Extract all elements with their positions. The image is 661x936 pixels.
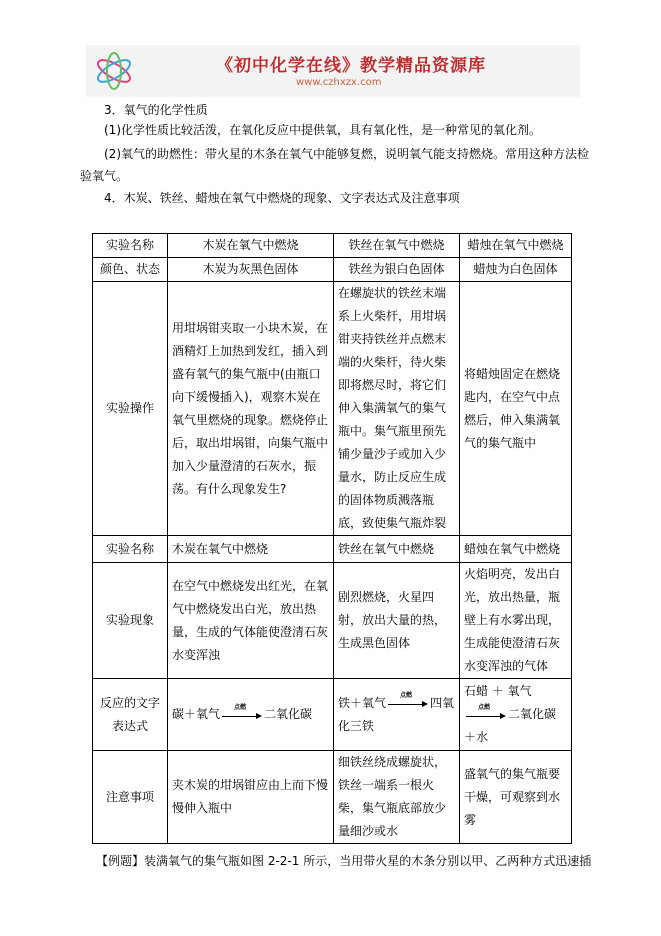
reactants: 石蜡 ＋ 氧气 (464, 684, 532, 698)
products: 二氧化碳＋水 (464, 707, 557, 744)
table-row (93, 282, 572, 536)
cell: 铁丝在氧气中燃烧 (334, 536, 460, 563)
cell: 实验名称 (93, 536, 168, 563)
cell: 在螺旋状的铁丝末端系上火柴杆，用坩埚钳夹持铁丝并点燃末端的火柴杆，待火柴即将燃尽时，将它们伸入集满氧气的集气瓶中。集气瓶里预先铺少量沙子或加入少量水，防止反应生成的固体物质溅落瓶底，致使集气瓶炸裂 (334, 282, 460, 536)
atom-logo-icon (92, 51, 136, 91)
cell: 在空气中燃烧发出红光，在氧气中燃烧发出白光，放出热量，生成的气体能使澄清石灰水变浑浊 (168, 563, 334, 679)
table-row (93, 234, 572, 258)
table-row (93, 751, 572, 844)
condition: 点燃 (400, 692, 413, 699)
condition: 点燃 (478, 703, 491, 711)
cell: 实验现象 (93, 563, 168, 679)
cell: 蜡烛在氧气中燃烧 (460, 536, 572, 563)
reactants: 碳＋氧气 (172, 707, 221, 721)
table-row (93, 563, 572, 679)
cell: 反应的文字表达式 (93, 679, 168, 751)
cell: 注意事项 (93, 751, 168, 844)
combustion-table (92, 233, 572, 844)
cell: 木炭在氧气中燃烧 (168, 536, 334, 563)
cell: 盛氧气的集气瓶要干燥，可观察到水雾 (460, 751, 572, 844)
cell: 木炭在氧气中燃烧 (168, 234, 334, 258)
cell: 木炭为灰黑色固体 (168, 258, 334, 282)
cell: 剧烈燃烧，火星四射，放出大量的热，生成黑色固体 (334, 563, 460, 679)
condition: 点燃 (234, 703, 247, 711)
cell: 将蜡烛固定在燃烧匙内，在空气中点燃后，伸入集满氧气的集气瓶中 (460, 282, 572, 536)
arrow-icon (388, 692, 428, 708)
paragraph-1: (1)化学性质比较活泼，在氧化反应中提供氧，具有氧化性，是一种常见的氧化剂。 (104, 123, 542, 137)
arrow-icon (222, 703, 262, 720)
products: 四氧化三铁 (338, 695, 455, 733)
section-3-heading: 3．氧气的化学性质 (104, 103, 208, 117)
equation-iron (334, 679, 460, 751)
banner-title: 《初中化学在线》教学精品资源库 (216, 56, 486, 76)
example-question: 【例题】装满氧气的集气瓶如图 2-2-1 所示，当用带火星的木条分别以甲、乙两种方式迅速插 (96, 854, 592, 868)
cell: 蜡烛在氧气中燃烧 (460, 234, 572, 258)
cell: 火焰明亮，发出白光，放出热量，瓶壁上有水雾出现，生成能使澄清石灰水变浑浊的气体 (460, 563, 572, 679)
equation-carbon (168, 679, 334, 751)
equation-wax (460, 679, 572, 751)
cell: 实验名称 (93, 234, 168, 258)
reactants: 铁＋氧气 (338, 695, 387, 710)
banner-url: www.czhxzx.com (296, 77, 382, 88)
cell: 用坩埚钳夹取一小块木炭，在酒精灯上加热到发红，插入到盛有氧气的集气瓶中(由瓶口向下缓慢插入)，观察木炭在氧气里燃烧的现象。燃烧停止后，取出坩埚钳，向集气瓶中加入少量澄清的石灰水，振荡。有什么现象发生? (168, 282, 334, 536)
cell: 实验操作 (93, 282, 168, 536)
table-row (93, 536, 572, 563)
cell: 细铁丝绕成螺旋状，铁丝一端系一根火柴，集气瓶底部放少量细沙或水 (334, 751, 460, 844)
products: 二氧化碳 (264, 707, 313, 721)
paragraph-2-cont: 验氧气。 (80, 169, 129, 183)
cell: 铁丝为银白色固体 (334, 258, 460, 282)
cell: 蜡烛为白色固体 (460, 258, 572, 282)
arrow-icon (466, 703, 506, 720)
cell: 铁丝在氧气中燃烧 (334, 234, 460, 258)
header-banner (86, 45, 580, 97)
cell: 夹木炭的坩埚钳应由上而下慢慢伸入瓶中 (168, 751, 334, 844)
table-row (93, 679, 572, 751)
paragraph-2: (2)氧气的助燃性：带火星的木条在氧气中能够复燃，说明氧气能支持燃烧。常用这种方法检 (104, 147, 590, 161)
cell: 颜色、状态 (93, 258, 168, 282)
section-4-heading: 4．木炭、铁丝、蜡烛在氧气中燃烧的现象、文字表达式及注意事项 (104, 191, 460, 205)
table-row (93, 258, 572, 282)
